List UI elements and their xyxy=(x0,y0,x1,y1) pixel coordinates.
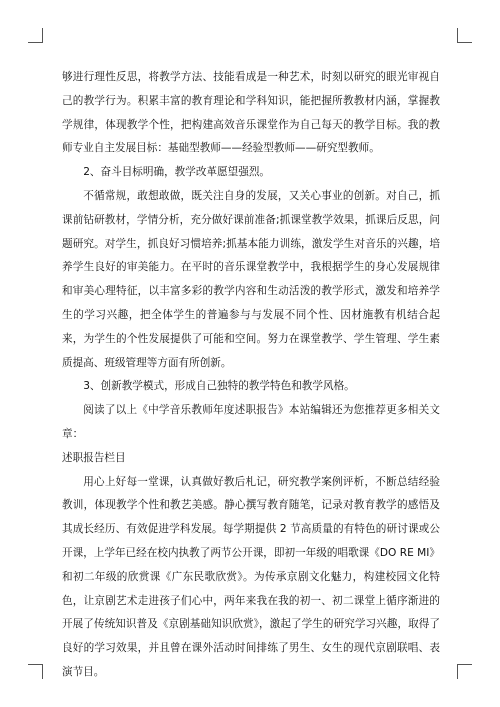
document-body xyxy=(62,66,440,685)
paragraph-7: 用心上好每一堂课，认真做好教后札记，研究教学案例评析，不断总结经验教训，体现教学个性和教艺美感。静心撰写教育随笔，记录对教育教学的感悟及其成长经历、有效促进学科发展。每学期提供 2 节高质量的有特色的研讨课或公开课，上学年已经在校内执教了两节公开课，即初一年级的唱歌课《DO RE MI》和初二年级的欣赏课《广东民歌欣赏》。为传承京剧文化魅力，构建校园文化特色，让京剧艺术走进孩子们心中，两年来我在我的初一、初二课堂上循序渐进的开展了传统知识普及《京剧基础知识欣赏》，激起了学生的研究学习兴趣，取得了良好的学习效果，并且曾在课外活动时间排练了男生、女生的现代京剧联唱、表演节目。 xyxy=(62,475,440,678)
paragraph-4-heading: 3、创新教学模式，形成自己独特的教学特色和教学风格。 xyxy=(83,380,355,393)
paragraph-6-column-label: 述职报告栏目 xyxy=(62,451,126,464)
paragraph-3: 不循常规，敢想敢做，既关注自身的发展，又关心事业的创新。对自己，抓课前钻研教材，学情分析，充分做好课前准备;抓课堂教学效果，抓课后反思，问题研究。对学生，抓良好习惯培养;抓基本能力训练，激发学生对音乐的兴趣，培养学生良好的审美能力。在平时的音乐课堂教学中，我根据学生的身心发展规律和审美心理特征，以丰富多彩的教学内容和生动活泼的教学形式，激发和培养学生的学习兴趣，把全体学生的普遍参与与发展不同个性、因材施教有机结合起来，为学生的个性发展提供了可能和空间。努力在课堂教学、学生管理、学生素质提高、班级管理等方面有所创新。 xyxy=(62,189,440,369)
paragraph-1: 够进行理性反思，将教学方法、技能看成是一种艺术，时刻以研究的眼光审视自己的教学行为。积累丰富的教育理论和学科知识，能把握所教教材内涵，掌握教学规律，体现教学个性，把构建高效音乐课堂作为自己每天的教学目标。我的教师专业自主发展目标：基础型教师——经验型教师——研究型教师。 xyxy=(62,71,440,155)
crop-mark-top-right xyxy=(457,28,472,43)
paragraph-2-heading: 2、奋斗目标明确，教学改革愿望强烈。 xyxy=(83,166,271,179)
crop-mark-bottom-left xyxy=(28,664,43,679)
paragraph-5-recommendation: 阅读了以上《中学音乐教师年度述职报告》本站编辑还为您推荐更多相关文章： xyxy=(62,404,440,440)
crop-mark-top-left xyxy=(28,28,43,43)
crop-mark-bottom-right xyxy=(457,664,472,679)
